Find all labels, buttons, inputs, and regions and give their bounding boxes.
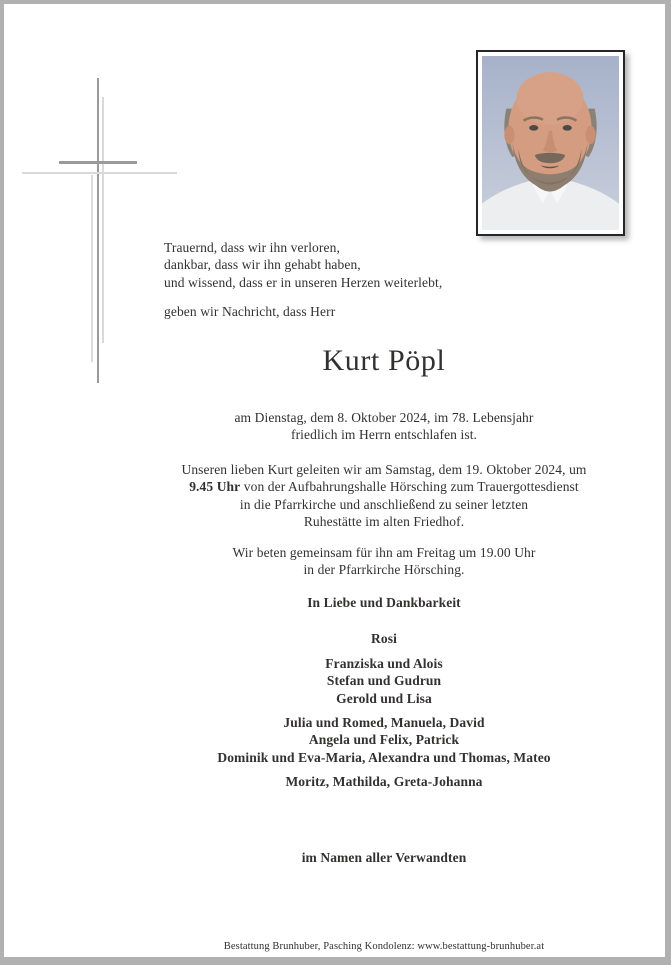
children-line-2: Stefan und Gudrun — [326, 673, 442, 689]
ear-right — [586, 126, 596, 144]
prayer-line-1: Wir beten gemeinsam für ihn am Freitag um 19.00 Uhr — [232, 545, 536, 560]
cross-vertical-light-left-line — [91, 175, 93, 362]
grandchildren-line-3: Dominik und Eva-Maria, Alexandra und Thomas, Mateo — [217, 749, 551, 765]
intro-line-2: dankbar, dass wir ihn gehabt haben, — [164, 257, 361, 273]
grandchildren-line-1: Julia und Romed, Manuela, David — [283, 715, 485, 730]
relatives-note: im Namen aller Verwandten — [301, 850, 467, 865]
mourners-grandchildren — [124, 714, 644, 766]
portrait-image — [482, 56, 619, 230]
children-line-3: Gerold und Lisa — [336, 690, 432, 706]
funeral-line-4: Ruhestätte im alten Friedhof. — [303, 514, 465, 530]
funeral-line-3: in die Pfarrkirche und anschließend zu seiner letzten — [239, 496, 529, 512]
death-date-text — [164, 409, 604, 444]
forehead — [517, 72, 584, 125]
closing-phrase: In Liebe und Dankbarkeit — [307, 595, 461, 610]
portrait-photo — [476, 50, 625, 236]
cross-vertical-light-right-line — [102, 97, 104, 343]
notice-lead-line: geben wir Nachricht, dass Herr — [164, 304, 336, 320]
cross-horizontal-light-line — [22, 172, 177, 174]
children-line-1: Franziska und Alois — [325, 656, 443, 671]
prayer-info-text — [164, 544, 604, 579]
funeral-time: 9.45 Uhr — [189, 479, 241, 495]
deceased-name: Kurt Pöpl — [322, 344, 446, 377]
prayer-line-2: in der Pfarrkirche Hörsching. — [303, 562, 465, 578]
intro-line-1: Trauernd, dass wir ihn verloren, — [164, 240, 340, 255]
footer-text: Bestattung Brunhuber, Pasching Kondolenz: www.bestattung-brunhuber.at — [223, 941, 545, 952]
cross-horizontal-dark-line — [59, 161, 137, 164]
intro-text — [164, 239, 604, 321]
eye-left — [529, 125, 538, 131]
funeral-info-text — [164, 461, 604, 531]
intro-line-3: und wissend, dass er in unseren Herzen weiterlebt, — [164, 274, 443, 290]
mourners-great-grandchildren: Moritz, Mathilda, Greta-Johanna — [285, 774, 483, 789]
mourner-widow: Rosi — [371, 631, 397, 646]
death-date-line-2: friedlich im Herrn entschlafen ist. — [290, 427, 478, 443]
ear-left — [504, 126, 514, 144]
funeral-line-2 — [164, 478, 604, 495]
mourners-children — [164, 655, 604, 707]
funeral-line-1: Unseren lieben Kurt geleiten wir am Samstag, dem 19. Oktober 2024, um — [181, 462, 587, 477]
grandchildren-line-2: Angela und Felix, Patrick — [308, 732, 460, 748]
eye-right — [563, 125, 572, 131]
funeral-line-2-rest: von der Aufbahrungshalle Hörsching zum Trauergottesdienst — [240, 479, 579, 495]
cross-vertical-dark-line — [97, 78, 99, 383]
death-date-line-1: am Dienstag, dem 8. Oktober 2024, im 78. Lebensjahr — [234, 410, 534, 425]
